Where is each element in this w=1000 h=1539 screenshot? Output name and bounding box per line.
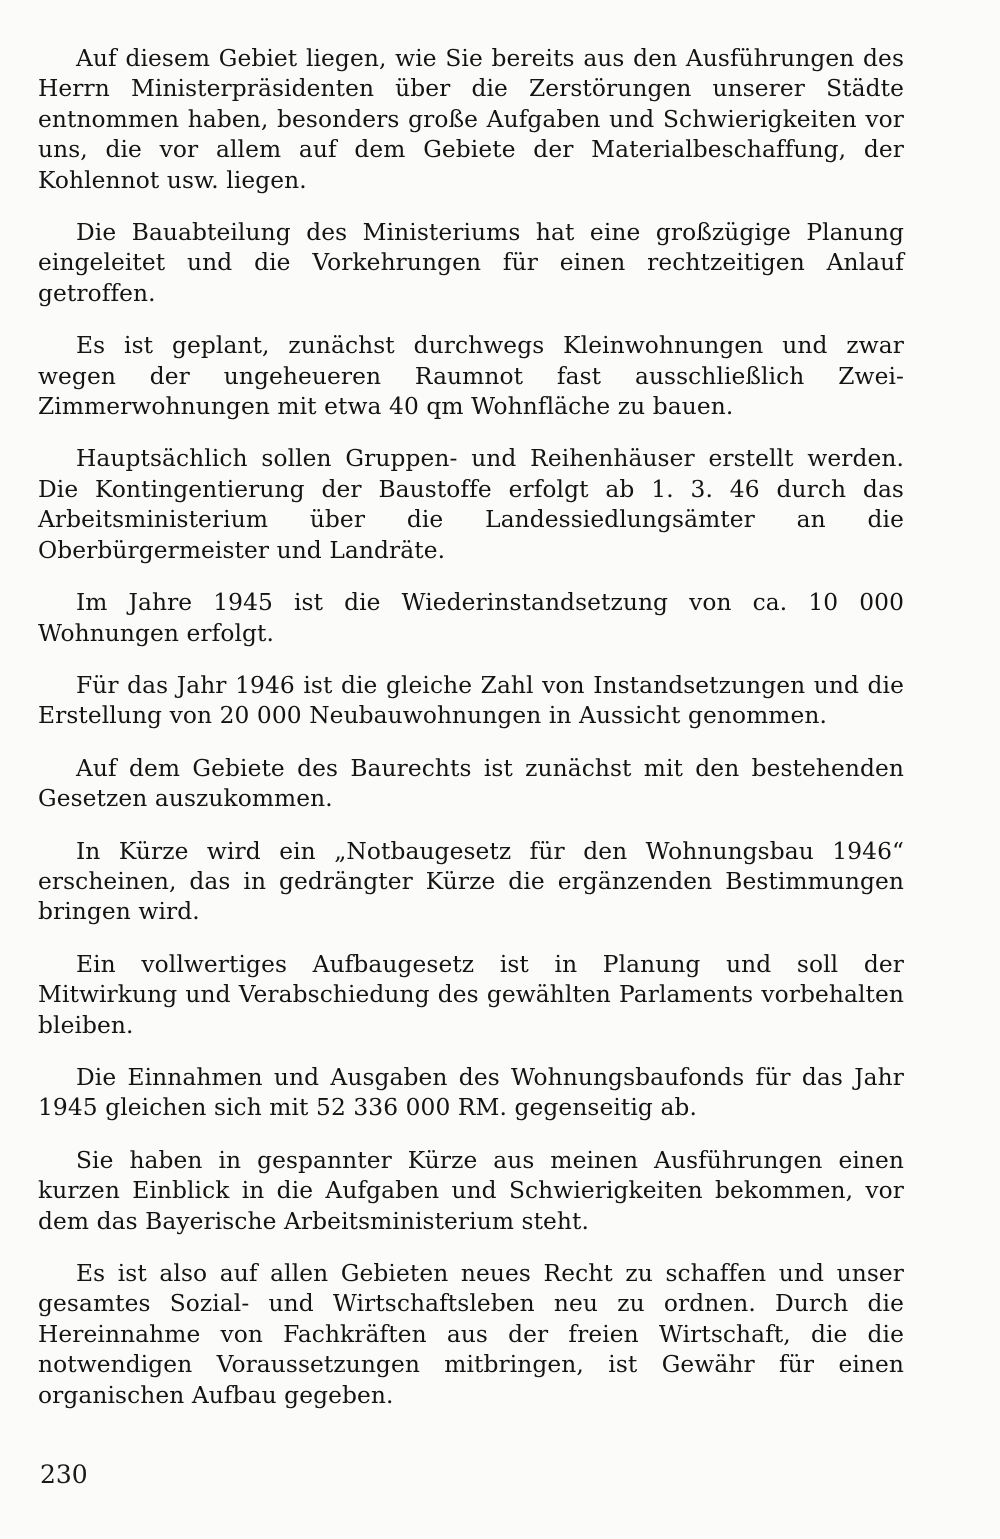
- paragraph: In Kürze wird ein „Notbaugesetz für den Wohnungsbau 1946“ erscheinen, das in gedrängter Kürze die ergänzenden Bestimmungen bringen wird.: [38, 837, 904, 926]
- page-number: 230: [40, 1460, 88, 1489]
- paragraph: Auf diesem Gebiet liegen, wie Sie bereits aus den Ausführungen des Herrn Ministerpräsidenten über die Zerstörungen unserer Städte entnommen haben, besonders große Aufgaben und Schwierigkeiten vor uns, die vor allem auf dem Gebiete der Materialbeschaffung, der Kohlennot usw. liegen.: [38, 45, 904, 194]
- paragraph: Die Bauabteilung des Ministeriums hat eine großzügige Planung eingeleitet und die Vorkehrungen für einen rechtzeitigen Anlauf getroffen.: [38, 219, 904, 307]
- paragraph: Es ist geplant, zunächst durchwegs Kleinwohnungen und zwar wegen der ungeheueren Raumnot fast ausschließlich Zwei-Zimmerwohnungen mit etwa 40 qm Wohnfläche zu bauen.: [38, 332, 904, 421]
- paragraph: Hauptsächlich sollen Gruppen- und Reihenhäuser erstellt werden. Die Kontingentierung der Baustoffe erfolgt ab 1. 3. 46 durch das Arbeitsministerium über die Landessiedlungsämter an die Oberbürgermeister und Landräte.: [38, 445, 904, 564]
- paragraph: Im Jahre 1945 ist die Wiederinstandsetzung von ca. 10 000 Wohnungen erfolgt.: [38, 589, 904, 647]
- paragraph: Ein vollwertiges Aufbaugesetz ist in Planung und soll der Mitwirkung und Verabschiedung des gewählten Parlaments vorbehalten bleiben.: [38, 950, 904, 1039]
- paragraph: Für das Jahr 1946 ist die gleiche Zahl von Instandsetzungen und die Erstellung von 20 000 Neubauwohnungen in Aussicht genommen.: [38, 671, 904, 730]
- paragraph: Auf dem Gebiete des Baurechts ist zunächst mit den bestehenden Gesetzen auszukommen.: [38, 754, 904, 813]
- paragraph: Es ist also auf allen Gebieten neues Recht zu schaffen und unser gesamtes Sozial- und Wirtschaftsleben neu zu ordnen. Durch die Hereinnahme von Fachkräften aus der freien Wirtschaft, die die notwendigen Voraussetzungen mitbringen, ist Gewähr für einen organischen Aufbau gegeben.: [38, 1260, 904, 1409]
- body-text: [38, 44, 904, 1433]
- paragraph: Die Einnahmen und Ausgaben des Wohnungsbaufonds für das Jahr 1945 gleichen sich mit 52 336 000 RM. gegenseitig ab.: [38, 1063, 904, 1122]
- paragraph: Sie haben in gespannter Kürze aus meinen Ausführungen einen kurzen Einblick in die Aufgaben und Schwierigkeiten bekommen, vor dem das Bayerische Arbeitsministerium steht.: [38, 1146, 904, 1235]
